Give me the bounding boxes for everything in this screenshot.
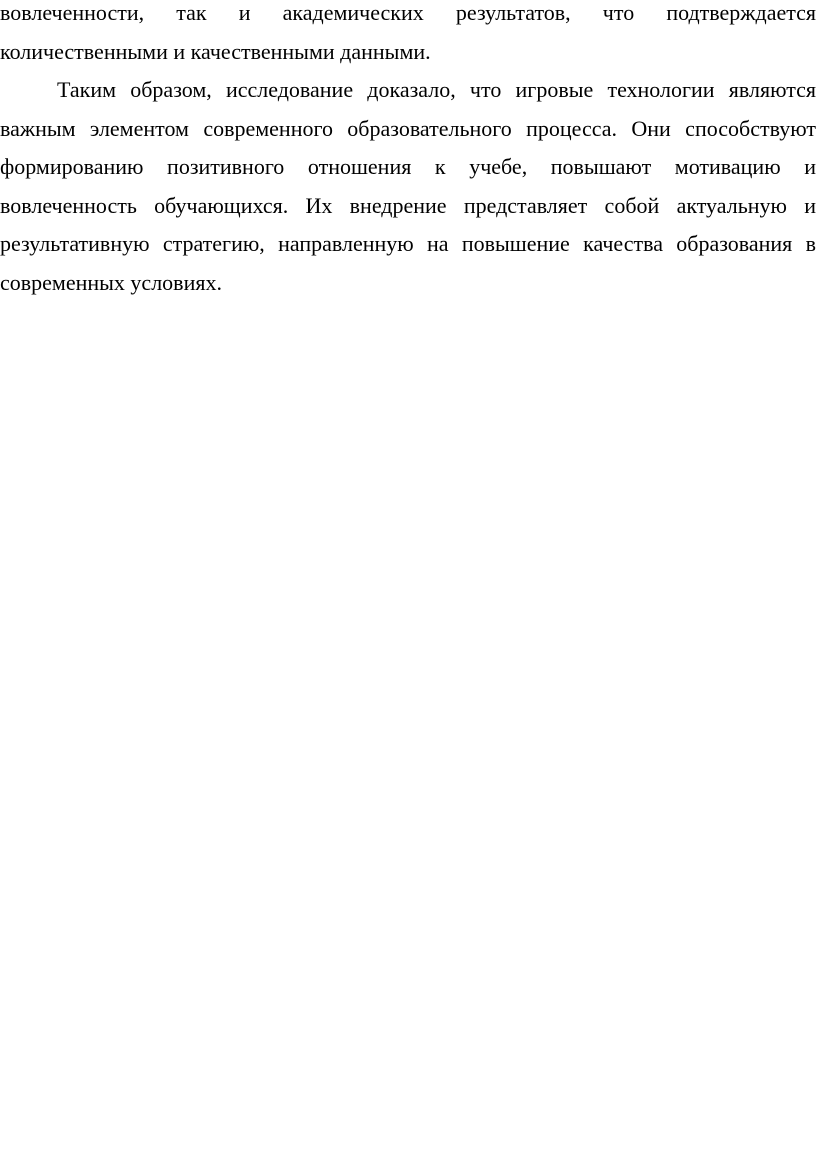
text-line: вовлеченность обучающихся. Их внедрение представляет собой актуальную и xyxy=(0,192,816,218)
paragraph-1 xyxy=(0,0,816,71)
text-line: формированию позитивного отношения к учебе, повышают мотивацию и xyxy=(0,154,816,179)
text-line: Таким образом, исследование доказало, что игровые технологии являются xyxy=(57,77,816,102)
text-line: количественными и качественными данными. xyxy=(0,38,431,64)
page-text xyxy=(0,0,816,302)
paragraph-2 xyxy=(0,71,816,302)
text-line: вовлеченности, так и академических результатов, что подтверждается xyxy=(0,0,816,25)
text-line: важным элементом современного образовательного процесса. Они способствуют xyxy=(0,115,816,141)
text-line: результативную стратегию, направленную на повышение качества образования в xyxy=(0,231,816,256)
text-line: современных условиях. xyxy=(0,269,222,295)
